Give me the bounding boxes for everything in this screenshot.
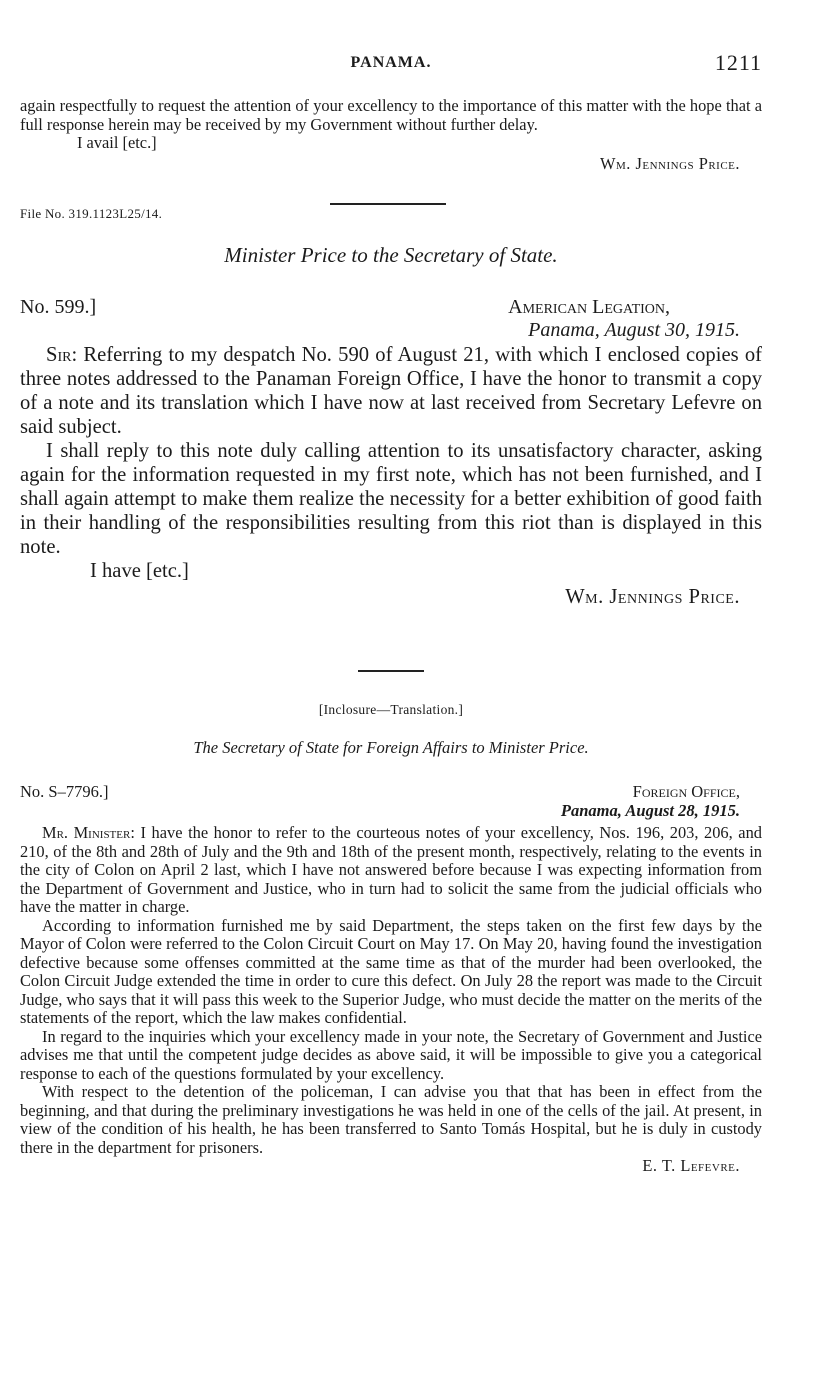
letter-body <box>20 343 762 609</box>
inclosure-dateline <box>561 782 762 820</box>
inclosure-heading: The Secretary of State for Foreign Affairs to Minister Price. <box>193 738 589 757</box>
running-title: PANAMA. <box>350 54 432 71</box>
inclosure-paragraph-1 <box>20 824 762 917</box>
legation-name: American Legation, <box>508 296 671 318</box>
section-divider <box>330 203 446 205</box>
salutation: Sir: <box>46 344 78 366</box>
inclosure-paragraph-3: In regard to the inquiries which your excellency made in your note, the Secretary of Government and Justice advises me that until the competent judge decides as above said, it will be impossible to give you a categorical response to each of the questions formulated by your excellency. <box>20 1026 762 1083</box>
letter-meta <box>20 296 762 342</box>
letter-paragraph-1 <box>20 343 762 439</box>
despatch-number: No. 599.] <box>20 296 97 318</box>
previous-letter <box>20 97 762 173</box>
letter-closing: I have [etc.] <box>90 560 189 582</box>
letter-paragraph-2: I shall reply to this note duly calling attention to its unsatisfactory character, asking again for the information requested in my first note, which has not been furnished, and I shall again attempt to make them realize the necessity for a better exhibition of good faith in their handling of the responsibilities resulting from this riot than is displayed in this note. <box>20 440 762 558</box>
inclosure-paragraph-2: According to information furnished me by said Department, the steps taken on the first few days by the Mayor of Colon were referred to the Colon Circuit Court on May 17. On May 20, having found the investigation defective because some offenses committed at the same time as that of the murder had been overlooked, the Colon Circuit Judge extended the time in order to cure this defect. On July 28 the report was made to the Circuit Judge, who says that it will pass this week to the Superior Judge, who must decide the matter on the merits of the statements of the report, which the law makes confidential. <box>20 915 762 1027</box>
inclosure-paragraph-4: With respect to the detention of the policeman, I can advise you that that has been in effect from the beginning, and that during the preliminary investigations he was held in one of the cells of the jail. At present, in view of the condition of his health, he has been transferred to Santo Tomás Hospital, but he is duly in custody there in the department for prisoners. <box>20 1082 762 1157</box>
page-number: 1211 <box>714 50 762 75</box>
letter-signature: Wm. Jennings Price. <box>565 586 740 608</box>
inclosure-paragraph-1-text: I have the honor to refer to the courteous notes of your excellency, Nos. 196, 203, 206, and 210, of the 8th and 28th of July and the 9th and 18th of the present month, respectively, relating to the events in the city of Colon on April 2 last, which I have not answered before because I was expecting information from the Department of Government and Justice, who in turn had to solicit the same from the judicial officials who have the matter in charge. <box>20 823 762 916</box>
inclosure-salutation: Mr. Minister: <box>42 823 135 842</box>
previous-letter-closing: I avail [etc.] <box>77 133 157 152</box>
inclosure-signature: E. T. Lefevre. <box>642 1156 740 1175</box>
section-divider-2 <box>358 670 424 672</box>
previous-letter-text: again respectfully to request the attention of your excellency to the importance of this matter with the hope that a full response herein may be received by my Government without further delay. <box>20 96 762 134</box>
letter-heading: Minister Price to the Secretary of State. <box>224 243 558 267</box>
inclosure-meta <box>20 782 762 820</box>
foreign-office: Foreign Office, <box>632 782 740 801</box>
running-header <box>20 50 762 80</box>
inclosure-date: Panama, August 28, 1915. <box>560 801 740 820</box>
file-number: File No. 319.1123L25/14. <box>20 206 163 221</box>
previous-letter-signature: Wm. Jennings Price. <box>600 153 740 173</box>
inclosure-label: [Inclosure—Translation.] <box>318 702 464 717</box>
letter-dateline <box>508 296 762 342</box>
letter-date: Panama, August 30, 1915. <box>528 319 740 341</box>
inclosure-number: No. S–7796.] <box>20 782 109 801</box>
paragraph-1-text: Referring to my despatch No. 590 of August 21, with which I enclosed copies of three notes addressed to the Panaman Foreign Office, I have the honor to transmit a copy of a note and its translation which I have now at last received from Secretary Lefevre on said subject. <box>20 344 762 438</box>
inclosure-body <box>20 824 762 1176</box>
